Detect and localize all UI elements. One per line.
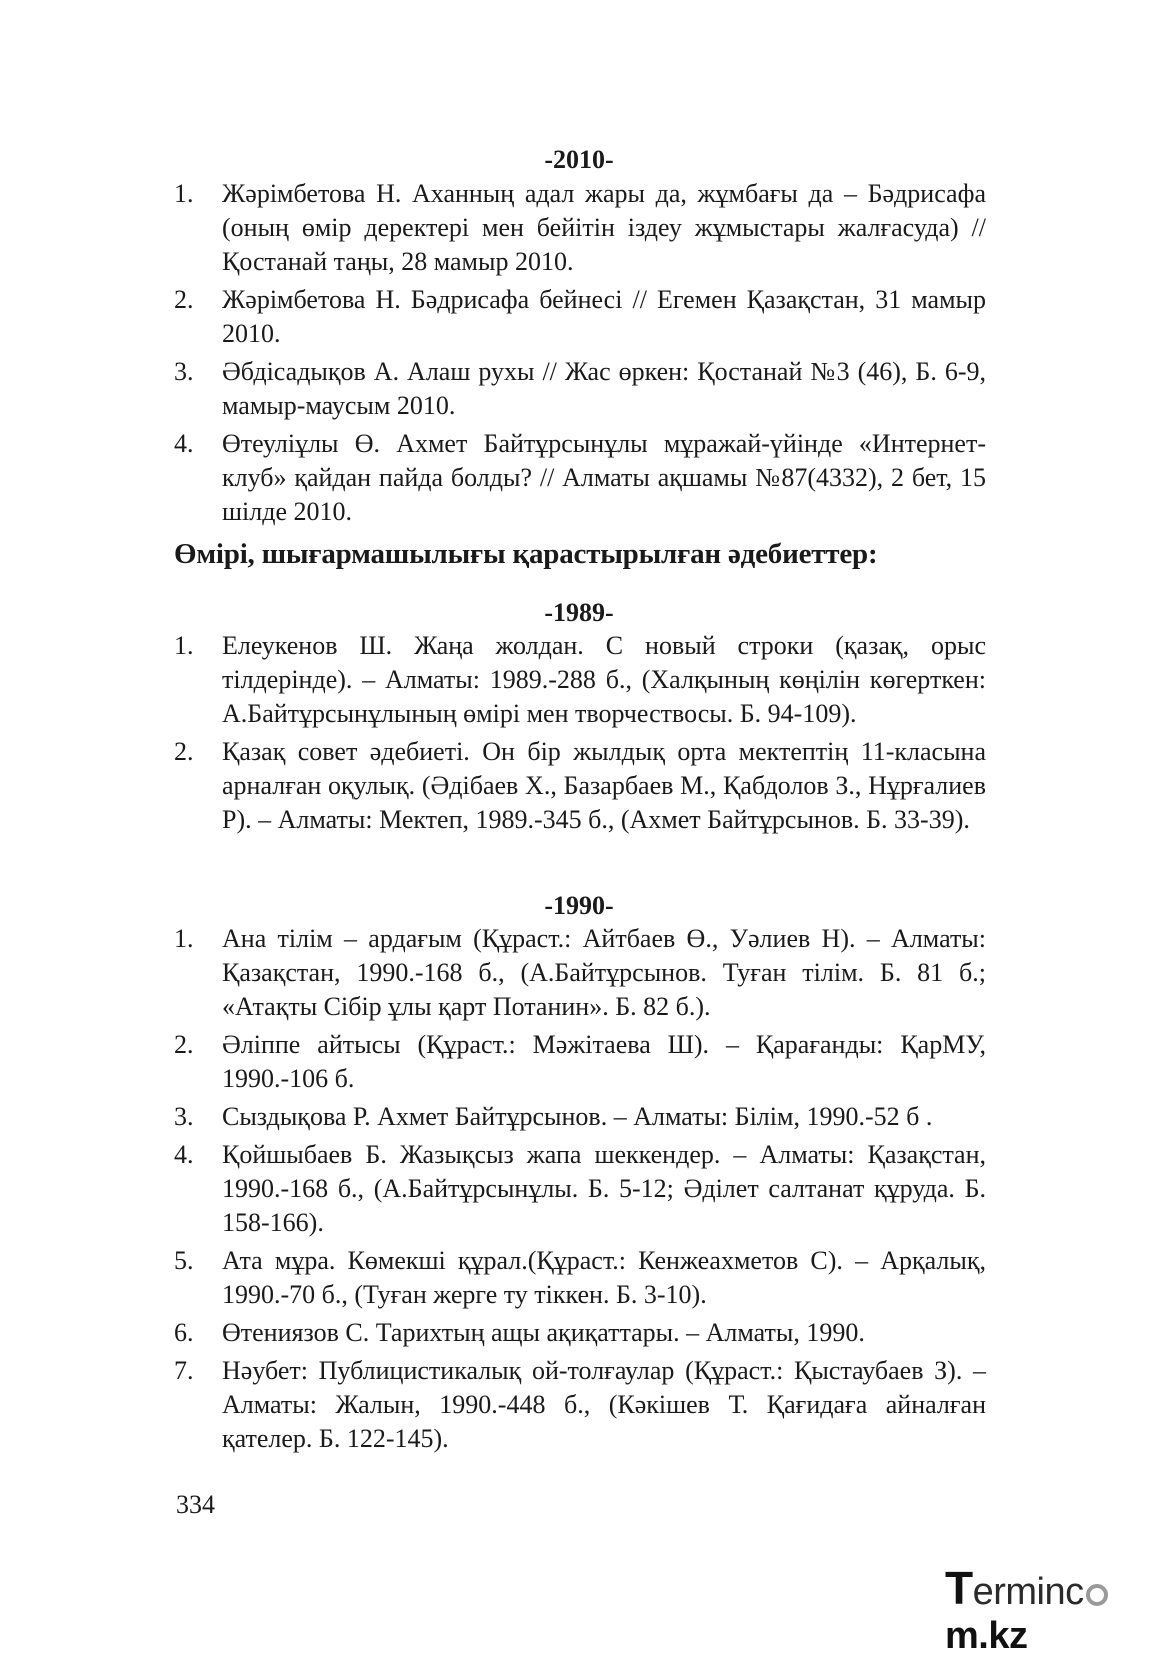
year-heading-1989: -1989- bbox=[544, 598, 614, 627]
item-number: 1. bbox=[174, 631, 194, 660]
item-text: Сыздықова Р. Ахмет Байтұрсынов. – Алматы: Білім, 1990.-52 б . bbox=[222, 1102, 933, 1131]
item-number: 1. bbox=[174, 924, 194, 953]
list-item bbox=[174, 177, 986, 279]
item-number: 2. bbox=[174, 1030, 194, 1059]
list-item bbox=[174, 1138, 986, 1240]
year-heading-2010: -2010- bbox=[544, 145, 614, 174]
page-number: 334 bbox=[176, 1490, 215, 1519]
item-text: Ана тілім – ардағым (Құраст.: Айтбаев Ө., Уәлиев Н). – Алматы: Қазақстан, 1990.-168 б., (А.Байтұрсынов. Туған тілім. Б. 81 б.; «Атақты Сібір ұлы қарт Потанин». Б. 82 б.). bbox=[222, 924, 986, 1021]
item-number: 5. bbox=[174, 1246, 194, 1275]
list-item bbox=[174, 922, 986, 1024]
termincom-watermark-logo bbox=[945, 1562, 1158, 1658]
item-text: Әліппе айтысы (Құраст.: Мәжітаева Ш). – Қарағанды: ҚарМУ, 1990.-106 б. bbox=[222, 1030, 986, 1093]
bibliography-list-1989 bbox=[174, 629, 986, 841]
list-item bbox=[174, 427, 986, 529]
item-text: Өтениязов С. Тарихтың ащы ақиқаттары. – Алматы, 1990. bbox=[222, 1318, 865, 1347]
list-item bbox=[174, 1316, 986, 1350]
logo-text-part: erminc bbox=[972, 1571, 1084, 1613]
list-item bbox=[174, 1244, 986, 1312]
list-item bbox=[174, 1028, 986, 1096]
item-number: 6. bbox=[174, 1318, 194, 1347]
item-text: Нәубет: Публицистикалық ой-толғаулар (Құраст.: Қыстаубаев З). – Алматы: Жалын, 1990.-448 б., (Кәкішев Т. Қағидаға айналған қателер. Б. 122-145). bbox=[222, 1356, 986, 1453]
item-number: 4. bbox=[174, 1140, 194, 1169]
list-item bbox=[174, 735, 986, 837]
item-number: 7. bbox=[174, 1356, 194, 1385]
item-number: 3. bbox=[174, 357, 194, 386]
item-number: 3. bbox=[174, 1102, 194, 1131]
item-number: 1. bbox=[174, 179, 194, 208]
section-heading: Өмірі, шығармашылығы қарастырылған әдебиеттер: bbox=[174, 538, 878, 570]
year-heading-1990: -1990- bbox=[544, 891, 614, 920]
list-item bbox=[174, 629, 986, 731]
item-text: Елеукенов Ш. Жаңа жолдан. С новый строки (қазақ, орыс тілдерінде). – Алматы: 1989.-288 б., (Халқының көңілін көгерткен: А.Байтұрсынұлының өмірі мен творчествосы. Б. 94-109). bbox=[222, 631, 986, 728]
logo-ring-icon bbox=[1086, 1584, 1108, 1606]
item-text: Қазақ совет әдебиеті. Он бір жылдық орта мектептің 11-класына арналған оқулық. (Әдібаев Х., Базарбаев М., Қабдолов З., Нұрғалиев Р). – Алматы: Мектеп, 1989.-345 б., (Ахмет Байтұрсынов. Б. 33-39). bbox=[222, 737, 986, 834]
item-text: Жәрімбетова Н. Бәдрисафа бейнесі // Егемен Қазақстан, 31 мамыр 2010. bbox=[222, 285, 986, 348]
list-item bbox=[174, 355, 986, 423]
bibliography-list-1990 bbox=[174, 922, 986, 1460]
bibliography-list-2010 bbox=[174, 177, 986, 533]
item-text: Қойшыбаев Б. Жазықсыз жапа шеккендер. – Алматы: Қазақстан, 1990.-168 б., (А.Байтұрсынұлы. Б. 5-12; Әділет салтанат құруда. Б. 158-166). bbox=[222, 1140, 986, 1237]
item-number: 2. bbox=[174, 737, 194, 766]
item-text: Жәрімбетова Н. Аханның адал жары да, жұмбағы да – Бәдрисафа (оның өмір деректері мен бейітін іздеу жұмыстары жалғасуда) // Қостанай таңы, 28 мамыр 2010. bbox=[222, 179, 986, 276]
item-number: 4. bbox=[174, 429, 194, 458]
item-text: Өтеуліұлы Ө. Ахмет Байтұрсынұлы мұражай-үйінде «Интернет-клуб» қайдан пайда болды? // Алматы ақшамы №87(4332), 2 бет, 15 шілде 2010. bbox=[222, 429, 986, 526]
item-text: Ата мұра. Көмекші құрал.(Құраст.: Кенжеахметов С). – Арқалық, 1990.-70 б., (Туған жерге ту тіккен. Б. 3-10). bbox=[222, 1246, 986, 1309]
item-text: Әбдісадықов А. Алаш рухы // Жас өркен: Қостанай №3 (46), Б. 6-9, мамыр-маусым 2010. bbox=[222, 357, 986, 420]
item-number: 2. bbox=[174, 285, 194, 314]
list-item bbox=[174, 1100, 986, 1134]
list-item bbox=[174, 1354, 986, 1456]
logo-domain-text: m.kz bbox=[945, 1615, 1028, 1657]
list-item bbox=[174, 283, 986, 351]
logo-letter: T bbox=[945, 1562, 973, 1614]
